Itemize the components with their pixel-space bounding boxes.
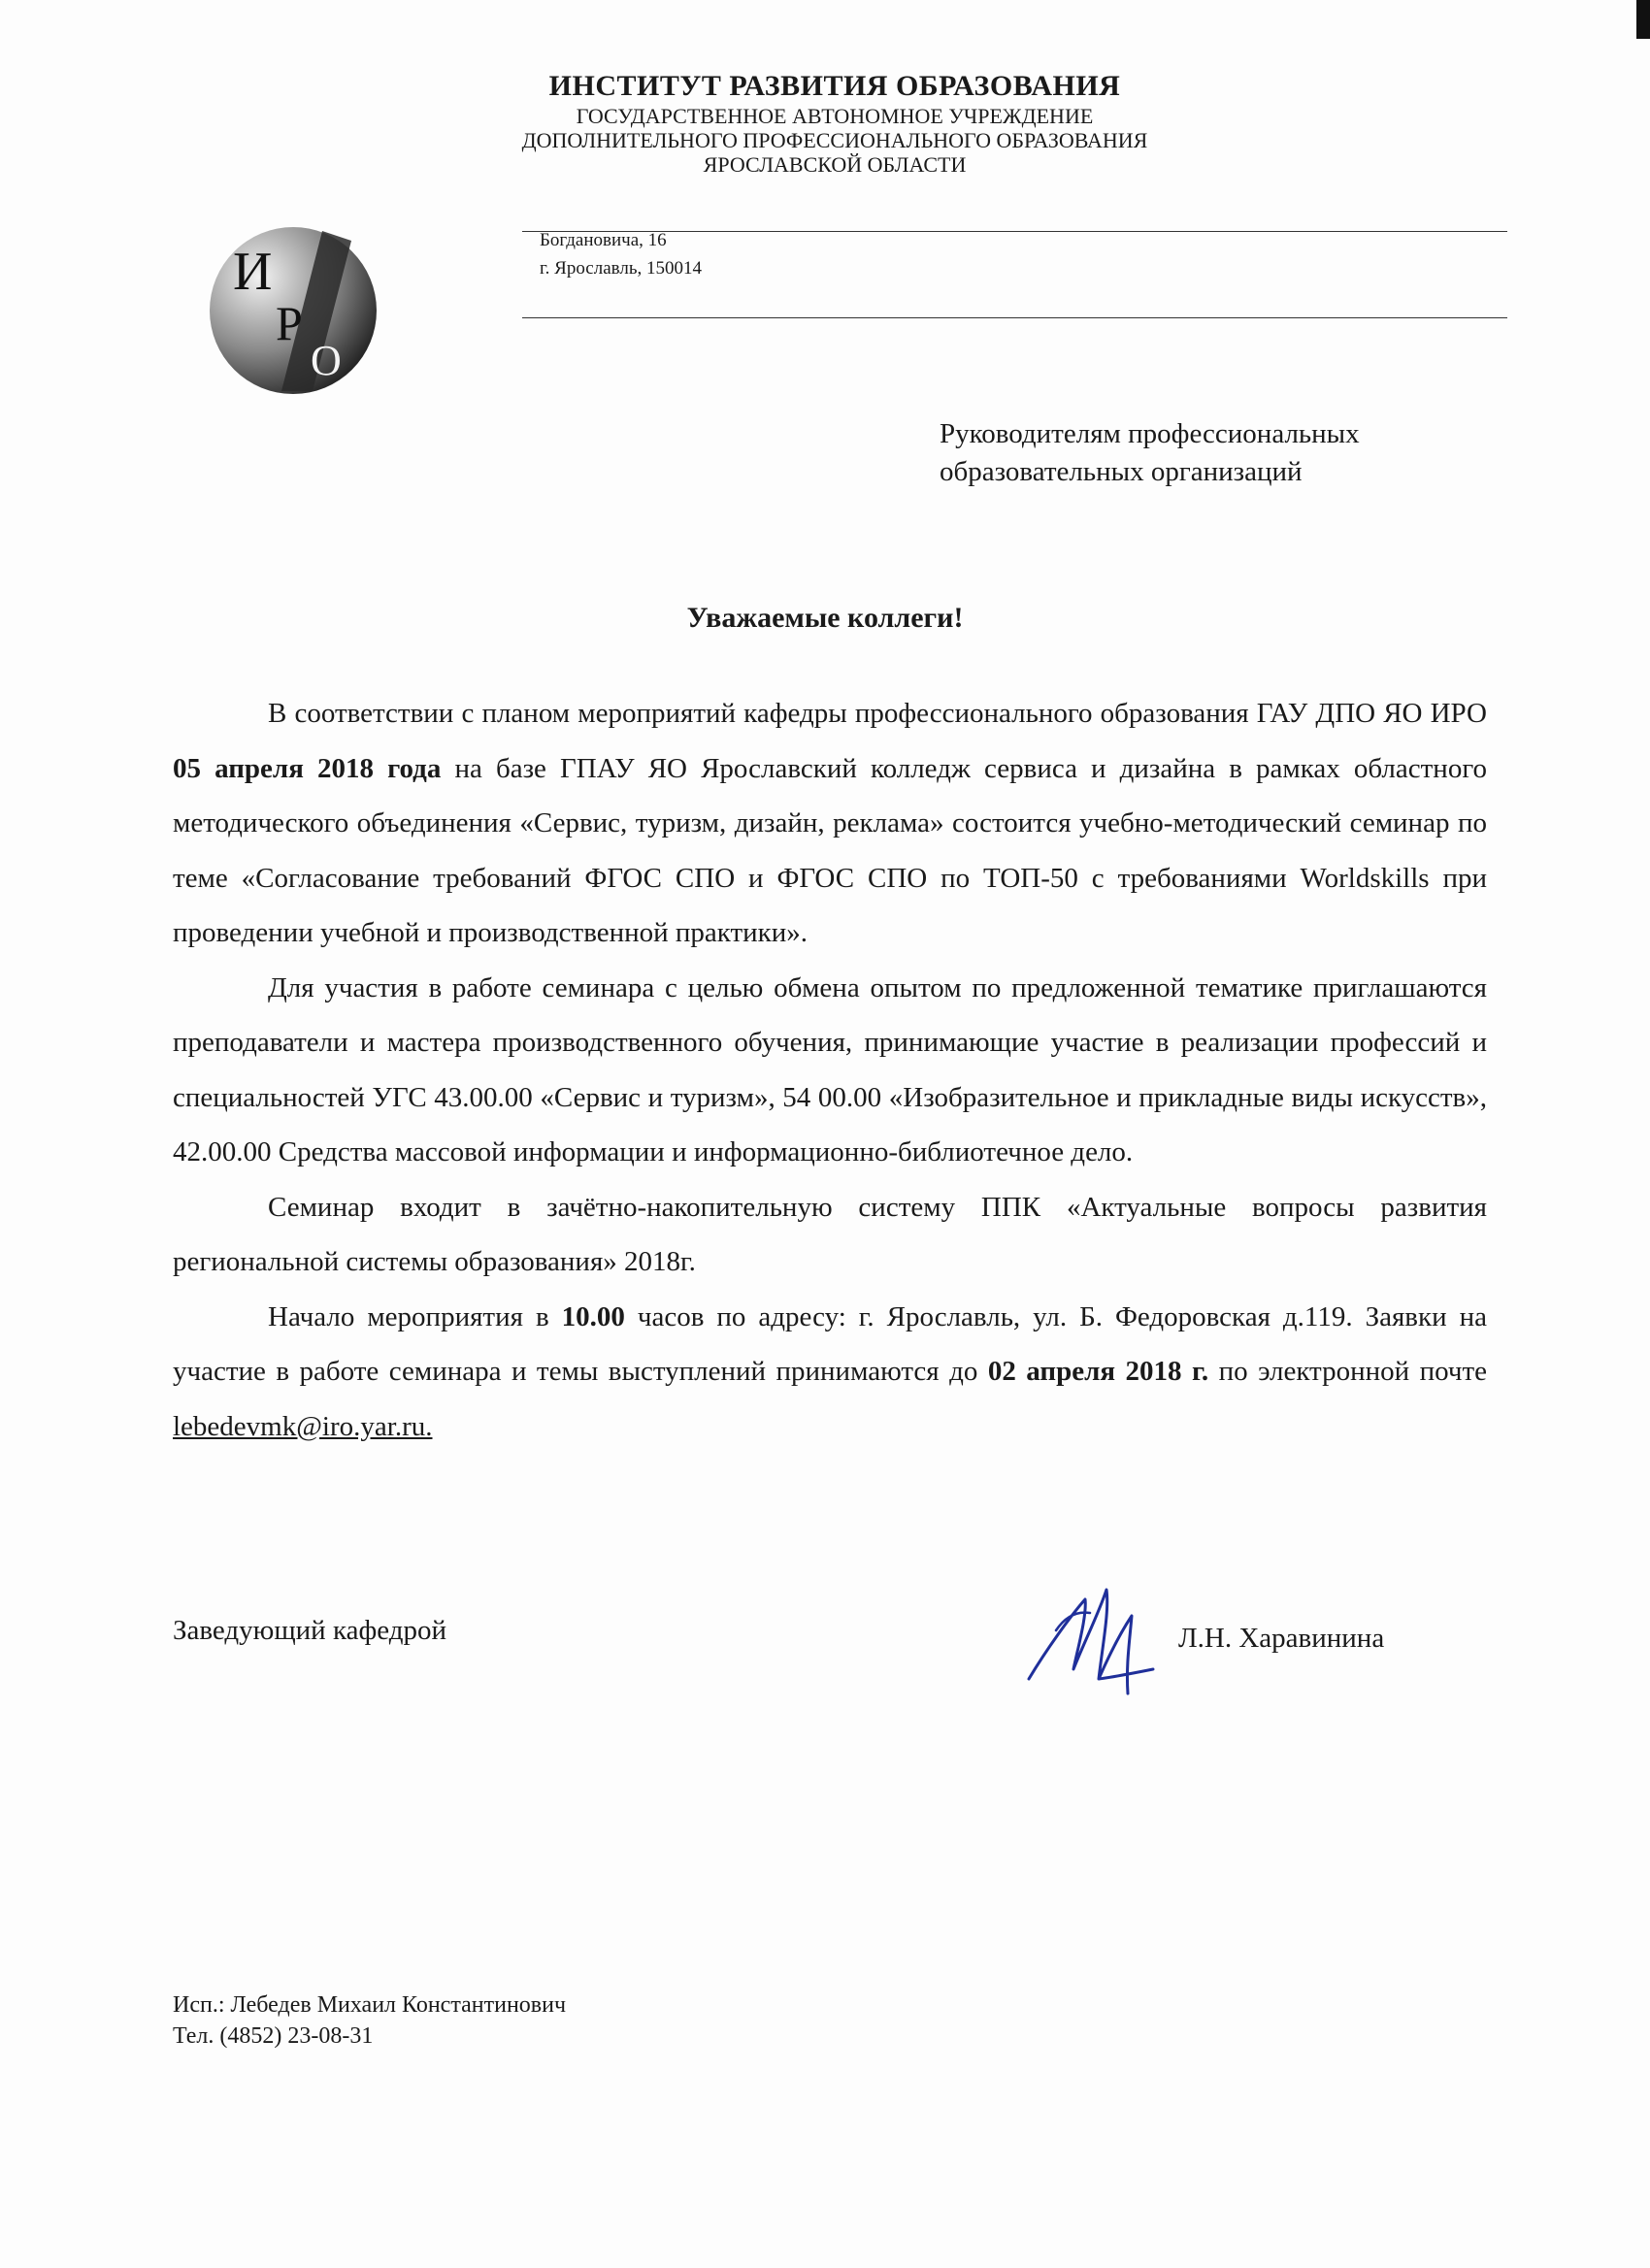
paragraph-4: Начало мероприятия в 10.00 часов по адресу: г. Ярославль, ул. Б. Федоровская д.119. Заявки на участие в работе семинара и темы выступлений принимаются до 02 апреля 2018 г. по электронной почте lebedevmk@iro.yar.ru. xyxy=(173,1300,1488,1442)
paragraph-3: Семинар входит в зачётно-накопительную систему ППК «Актуальные вопросы развития региональной системы образования» 2018г. xyxy=(173,1191,1487,1277)
paragraph-1: В соответствии с планом мероприятий кафедры профессионального образования ГАУ ДПО ЯО ИРО 05 апреля 2018 года на базе ГПАУ ЯО Ярославский колледж сервиса и дизайна в рамках областного методического объединения «Сервис, туризм, дизайн, реклама» состоится учебно-методический семинар по теме «Согласование требований ФГОС СПО и ФГОС СПО по ТОП-50 с требованиями Worldskills при проведении учебной и производственной практики». xyxy=(173,698,1487,948)
recipient-line-2: образовательных организаций xyxy=(940,456,1303,488)
institute-line-1: ГОСУДАРСТВЕННОЕ АВТОНОМНОЕ УЧРЕЖДЕНИЕ xyxy=(576,103,1094,128)
logo-letter-r: Р xyxy=(276,296,303,350)
email-link[interactable]: lebedevmk@iro.yar.ru. xyxy=(173,1410,433,1442)
event-date: 05 апреля 2018 года xyxy=(173,752,442,784)
institute-name: ИНСТИТУТ РАЗВИТИЯ ОБРАЗОВАНИЯ xyxy=(548,70,1121,102)
greeting: Уважаемые коллеги! xyxy=(686,602,964,634)
recipient-block xyxy=(940,415,1360,491)
paragraph-2: Для участия в работе семинара с целью обмена опытом по предложенной тематике приглашаются преподаватели и мастера производственного обучения, принимающие участие в реализации профессий и специальностей УГС 43.00.00 «Сервис и туризм», 54 00.00 «Изобразительное и прикладные виды искусств», 42.00.00 Средства массовой информации и информационно-библиотечное дело. xyxy=(173,971,1487,1167)
address-rule-bottom xyxy=(522,317,1507,318)
institute-line-2: ДОПОЛНИТЕЛЬНОГО ПРОФЕССИОНАЛЬНОГО ОБРАЗОВАНИЯ xyxy=(521,127,1148,152)
institute-line-3: ЯРОСЛАВСКОЙ ОБЛАСТИ xyxy=(703,152,967,178)
signatory-name: Л.Н. Харавинина xyxy=(1178,1623,1385,1654)
letter-body xyxy=(173,686,1487,1454)
letterhead xyxy=(369,70,1301,177)
executor-name: Исп.: Лебедев Михаил Константинович xyxy=(173,1992,567,2018)
executor-block xyxy=(173,1989,566,2053)
address-block xyxy=(540,227,702,282)
address-street: Богдановича, 16 xyxy=(540,230,667,250)
scan-edge-mark xyxy=(1636,0,1650,39)
executor-phone: Тел. (4852) 23-08-31 xyxy=(173,2023,374,2050)
signatory-position: Заведующий кафедрой xyxy=(173,1615,447,1646)
logo-letter-o: О xyxy=(311,337,342,384)
iro-logo xyxy=(206,221,380,396)
logo-letter-i: И xyxy=(233,242,273,302)
handwritten-signature xyxy=(1017,1572,1163,1708)
address-city: г. Ярославль, 150014 xyxy=(540,257,703,279)
recipient-line-1: Руководителям профессиональных xyxy=(940,418,1360,449)
event-time: 10.00 xyxy=(561,1300,625,1332)
application-deadline: 02 апреля 2018 г. xyxy=(987,1356,1209,1387)
